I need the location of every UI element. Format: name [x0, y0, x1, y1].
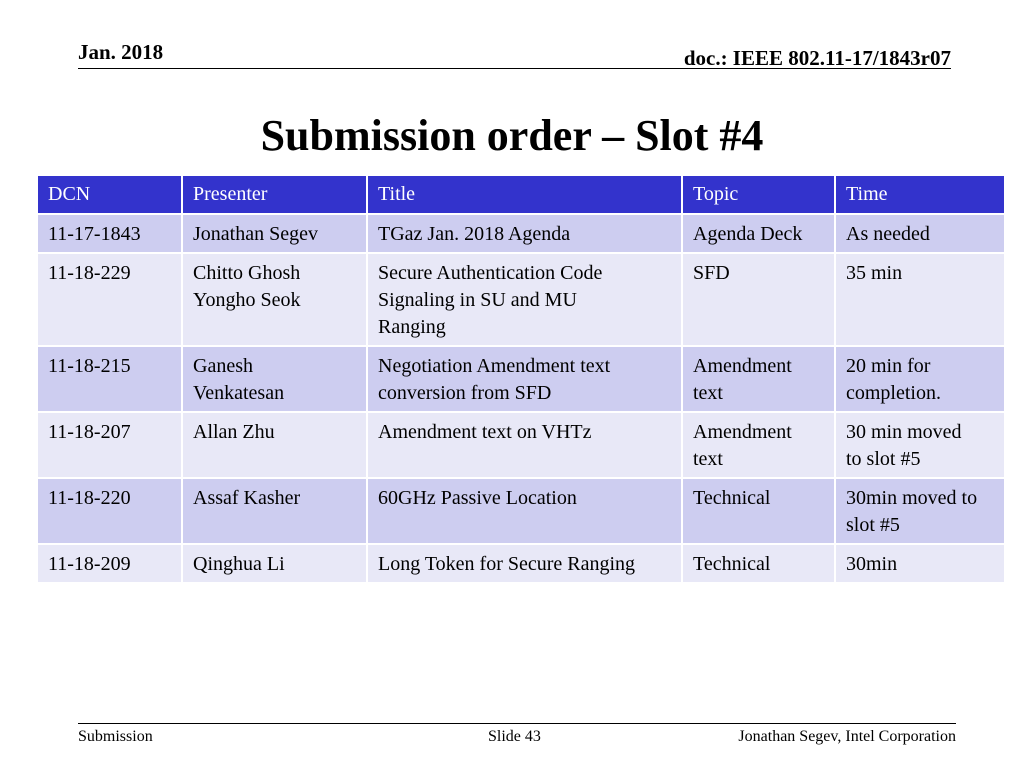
cell-time — [835, 544, 1005, 583]
cell-line: As needed — [846, 223, 930, 245]
table-row — [37, 412, 1005, 478]
cell-line: 30 min moved — [846, 421, 962, 443]
cell-presenter — [182, 544, 367, 583]
column-header-title: Title — [367, 175, 682, 214]
cell-time — [835, 214, 1005, 253]
cell-dcn: 11-18-215 — [37, 346, 182, 412]
cell-line: Chitto Ghosh — [193, 262, 301, 284]
cell-line: Amendment — [693, 421, 792, 443]
table-row — [37, 346, 1005, 412]
cell-line: slot #5 — [846, 514, 900, 536]
cell-topic — [682, 253, 835, 346]
cell-line: SFD — [693, 262, 730, 284]
column-header-topic: Topic — [682, 175, 835, 214]
cell-line: Technical — [693, 553, 771, 575]
cell-line: 35 min — [846, 262, 903, 284]
cell-line: text — [693, 448, 723, 470]
cell-title — [367, 412, 682, 478]
footer-slide-number: Slide 43 — [488, 728, 541, 745]
cell-presenter — [182, 253, 367, 346]
cell-line: Negotiation Amendment text — [378, 355, 611, 377]
footer-author: Jonathan Segev, Intel Corporation — [738, 728, 956, 745]
table-row — [37, 478, 1005, 544]
cell-dcn: 11-18-229 — [37, 253, 182, 346]
cell-line: completion. — [846, 382, 941, 404]
cell-topic — [682, 346, 835, 412]
cell-title — [367, 253, 682, 346]
cell-line: 30min moved to — [846, 487, 978, 509]
cell-line: 30min — [846, 553, 898, 575]
cell-presenter — [182, 214, 367, 253]
cell-line: Amendment text on VHTz — [378, 421, 592, 443]
table-row — [37, 214, 1005, 253]
header-date: Jan. 2018 — [78, 40, 164, 64]
cell-line: Assaf Kasher — [193, 487, 301, 509]
slide-title: Submission order – Slot #4 — [260, 111, 764, 160]
footer-submission: Submission — [78, 728, 153, 745]
cell-line: 20 min for — [846, 355, 931, 377]
cell-line: TGaz Jan. 2018 Agenda — [378, 223, 571, 245]
cell-line: Signaling in SU and MU — [378, 289, 577, 311]
cell-title — [367, 346, 682, 412]
column-header-time: Time — [835, 175, 1005, 214]
cell-line: Allan Zhu — [193, 421, 275, 443]
cell-presenter — [182, 412, 367, 478]
table-row — [37, 544, 1005, 583]
cell-line: text — [693, 382, 723, 404]
cell-line: Ranging — [378, 316, 446, 338]
footer-divider — [78, 723, 956, 724]
cell-title — [367, 478, 682, 544]
cell-dcn: 11-18-207 — [37, 412, 182, 478]
cell-line: Jonathan Segev — [193, 223, 318, 245]
cell-line: Technical — [693, 487, 771, 509]
cell-time — [835, 478, 1005, 544]
cell-presenter — [182, 346, 367, 412]
cell-time — [835, 346, 1005, 412]
column-header-dcn: DCN — [37, 175, 182, 214]
cell-line: Ganesh — [193, 355, 253, 377]
cell-line: Long Token for Secure Ranging — [378, 553, 636, 575]
cell-dcn: 11-18-209 — [37, 544, 182, 583]
cell-topic — [682, 412, 835, 478]
cell-topic — [682, 478, 835, 544]
cell-line: Amendment — [693, 355, 792, 377]
submission-table — [36, 174, 1006, 584]
column-header-presenter: Presenter — [182, 175, 367, 214]
cell-line: 60GHz Passive Location — [378, 487, 577, 509]
cell-dcn: 11-17-1843 — [37, 214, 182, 253]
cell-line: Yongho Seok — [193, 289, 301, 311]
cell-line: Qinghua Li — [193, 553, 285, 575]
cell-title — [367, 544, 682, 583]
header-divider — [78, 68, 951, 69]
cell-topic — [682, 214, 835, 253]
cell-topic — [682, 544, 835, 583]
table-row — [37, 253, 1005, 346]
cell-time — [835, 412, 1005, 478]
cell-time — [835, 253, 1005, 346]
header-doc-id: doc.: IEEE 802.11-17/1843r07 — [683, 46, 951, 70]
cell-title — [367, 214, 682, 253]
cell-presenter — [182, 478, 367, 544]
cell-line: Secure Authentication Code — [378, 262, 603, 284]
cell-line: Venkatesan — [193, 382, 285, 404]
cell-line: to slot #5 — [846, 448, 921, 470]
table-header-row — [37, 175, 1005, 214]
cell-line: conversion from SFD — [378, 382, 552, 404]
cell-line: Agenda Deck — [693, 223, 803, 245]
cell-dcn: 11-18-220 — [37, 478, 182, 544]
